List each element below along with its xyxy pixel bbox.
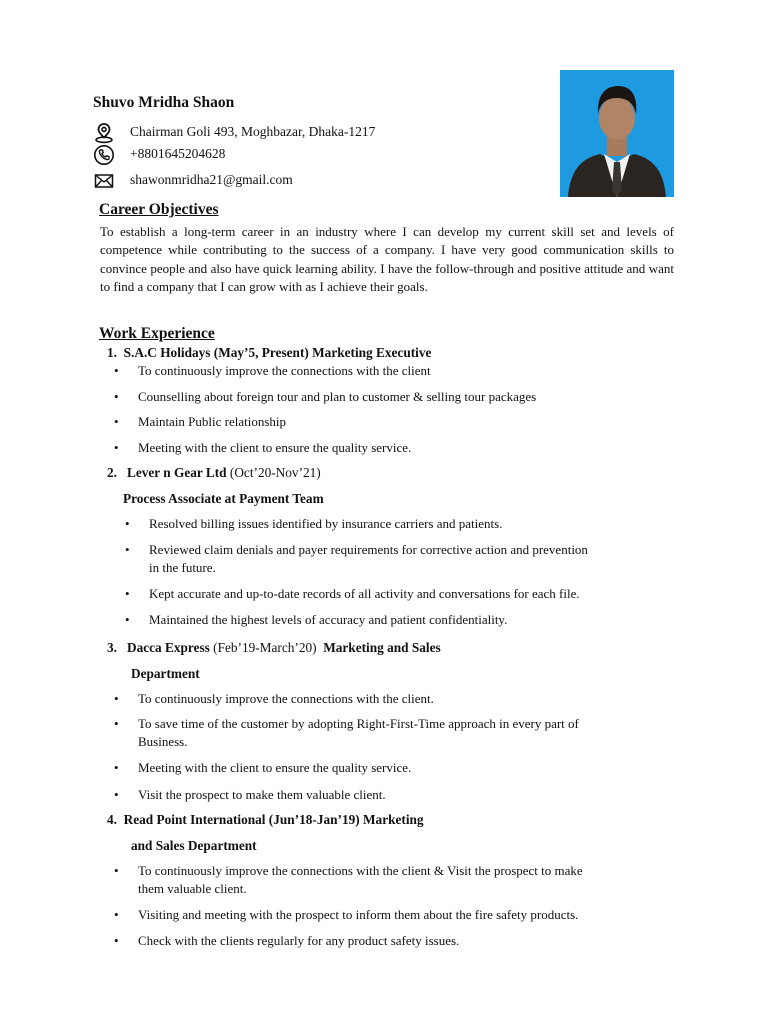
email-row: [93, 170, 293, 192]
phone-text: +8801645204628: [130, 146, 226, 161]
phone-row: [93, 144, 226, 166]
job-company: Read Point International (Jun’18-Jan’19) Marketing: [123, 812, 424, 827]
job-number: 2.: [107, 465, 117, 480]
address-row: [93, 122, 376, 144]
resume-page: Shuvo Mridha Shaon Chairman Goli 493, Moghbazar, Dhaka-1217 +8801645204628 shawonmridha21@gmail.com Career Objectives To establish a long-term career in an industry where I can develop my current skill set and levels of competence while contributing to the success of a company. I have very good communication skills to convince people and also have quick learning ability. I have the follow-through and positive attitude and want to find a company that I can grow with as I achieve their goals. Work Experience 1. S.A.C Holidays (May’5, Present) Marketing Executive • To continuously improve the connections with the client • Counselling about foreign tour and plan to customer & selling tour packages • Maintain Public relationship • Meeting with the client to ensure the quality service. 2. Lever n Gear Ltd (Oct’20-Nov’21) Process Associate at Payment Team • Resolved billing issues identified by insurance carriers and patients. • Reviewed claim denials and payer requirements for corrective action and prevention in the future. • Kept accurate and up-to-date records of all activity and conversations for each file. • Maintained the highest levels of accuracy and patient confidentiality. 3. Dacca Express (Feb’19-March’20) Marketing and Sales Department • To continuously improve the connections with the client. • To save time of the customer by adopting Right-First-Time approach in every part of Business. • Meeting with the client to ensure the quality service. • Visit the prospect to make them valuable client. 4. Read Point International (Jun’18-Jan’19) Marketing and Sales Department • To continuously improve the connections with the client & Visit the prospect to make them valuable client. • Visiting and meeting with the prospect to inform them about the fire safety products. • Check with the clients regularly for any product safety issues.: [0, 0, 768, 1024]
job-1-header: [107, 345, 431, 361]
phone-icon: [93, 144, 115, 166]
job-2-header: [107, 465, 321, 481]
job-company: S.A.C Holidays (May’5, Present) Marketing Executive: [123, 345, 432, 360]
email-text: shawonmridha21@gmail.com: [130, 172, 293, 187]
job-role-line-1: Marketing and Sales: [323, 640, 441, 655]
job-4-header: [107, 812, 424, 828]
job-role-line-2: Department: [131, 666, 200, 681]
location-pin-icon: [93, 122, 115, 144]
job-company: Lever n Gear Ltd: [126, 465, 227, 480]
job-role: Process Associate at Payment Team: [123, 491, 324, 506]
career-objectives-heading: Career Objectives: [99, 201, 219, 218]
work-experience-heading: Work Experience: [99, 325, 215, 342]
job-number: 4.: [107, 812, 117, 827]
career-objectives-text: To establish a long-term career in an industry where I can develop my current skill set and levels of competence while contributing to the success of a company. I have very good communication skills to convince people and also have quick learning ability. I have the follow-through and positive attitude and want to find a company that I can grow with as I achieve their goals.: [100, 224, 674, 294]
job-3-header: [107, 640, 441, 656]
job-company: Dacca Express: [126, 640, 210, 655]
applicant-name: Shuvo Mridha Shaon: [93, 94, 235, 111]
email-icon: [93, 170, 115, 192]
job-number: 1.: [107, 345, 117, 360]
profile-photo: [560, 70, 674, 197]
job-number: 3.: [107, 640, 117, 655]
job-role: and Sales Department: [131, 838, 257, 853]
address-text: Chairman Goli 493, Moghbazar, Dhaka-1217: [130, 124, 376, 139]
job-period: (Feb’19-March’20): [213, 640, 317, 655]
job-period: (Oct’20-Nov’21): [229, 465, 321, 480]
